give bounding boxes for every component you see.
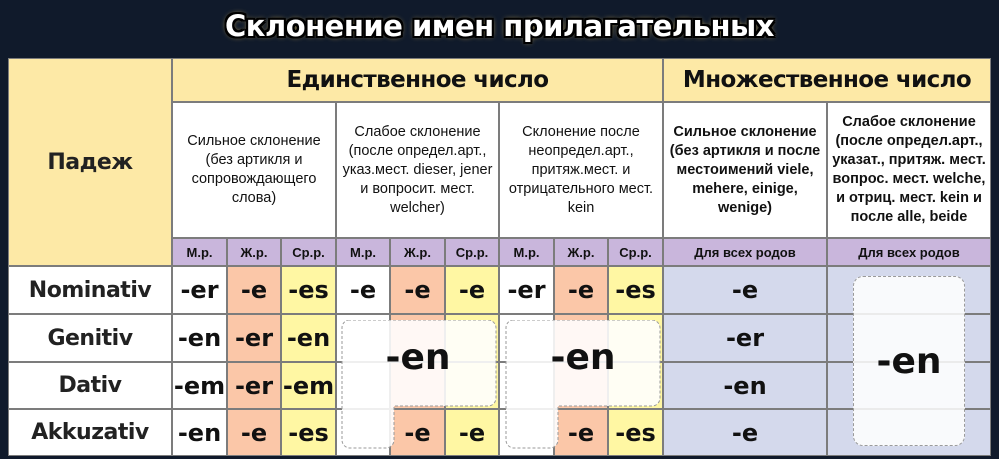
weak-merged-ending: -en <box>385 336 451 378</box>
gender-neut: Ср.р. <box>445 238 499 266</box>
page-title: Склонение имен прилагательных <box>225 9 774 43</box>
strong-dat-masc: -em <box>172 362 227 409</box>
plural-strong-nom: -e <box>663 266 827 314</box>
declension-table <box>8 58 991 456</box>
plural-weak-merged <box>853 276 965 446</box>
strong-nom-masc: -er <box>172 266 227 314</box>
plural-strong-header: Сильное склонение (без артикля и после местоимений viele, mehere, einige, wenige) <box>663 102 827 238</box>
weak-akk-fem: -e <box>390 409 445 456</box>
case-dativ: Dativ <box>8 362 172 409</box>
case-header: Падеж <box>8 58 172 266</box>
case-akkuzativ: Akkuzativ <box>8 409 172 456</box>
plural-strong-gen: -er <box>663 314 827 362</box>
plural-header: Множественное число <box>663 58 991 102</box>
mixed-akk-fem: -e <box>554 409 608 456</box>
strong-gen-fem: -er <box>227 314 281 362</box>
gender-fem: Ж.р. <box>554 238 608 266</box>
mixed-merged-ending: -en <box>550 336 616 378</box>
strong-gen-masc: -en <box>172 314 227 362</box>
strong-akk-neut: -es <box>281 409 336 456</box>
gender-masc: М.р. <box>336 238 390 266</box>
gender-all: Для всех родов <box>663 238 827 266</box>
strong-nom-neut: -es <box>281 266 336 314</box>
plural-strong-dat: -en <box>663 362 827 409</box>
strong-akk-masc: -en <box>172 409 227 456</box>
plural-strong-akk: -e <box>663 409 827 456</box>
strong-gen-neut: -en <box>281 314 336 362</box>
weak-nom-neut: -e <box>445 266 499 314</box>
mixed-akk-neut: -es <box>608 409 663 456</box>
weak-nom-masc: -e <box>336 266 390 314</box>
plural-weak-ending: -en <box>876 340 942 382</box>
mixed-nom-neut: -es <box>608 266 663 314</box>
gender-masc: М.р. <box>172 238 227 266</box>
gender-neut: Ср.р. <box>281 238 336 266</box>
strong-akk-fem: -e <box>227 409 281 456</box>
weak-akk-neut: -e <box>445 409 499 456</box>
mixed-nom-masc: -er <box>499 266 554 314</box>
gender-fem: Ж.р. <box>390 238 445 266</box>
gender-fem: Ж.р. <box>227 238 281 266</box>
plural-weak-header: Слабое склонение (после определ.арт., указат., притяж. мест. вопрос. мест. welche, и отриц. мест. kein и после alle, beide <box>827 102 991 238</box>
gender-masc: М.р. <box>499 238 554 266</box>
gender-all: Для всех родов <box>827 238 991 266</box>
strong-group-header: Сильное склонение (без артикля и сопровождающего слова) <box>172 102 336 238</box>
mixed-nom-fem: -e <box>554 266 608 314</box>
singular-header: Единственное число <box>172 58 663 102</box>
case-genitiv: Genitiv <box>8 314 172 362</box>
gender-neut: Ср.р. <box>608 238 663 266</box>
mixed-group-header: Склонение после неопредел.арт., притяж.мест. и отрицательного мест. kein <box>499 102 663 238</box>
strong-dat-neut: -em <box>281 362 336 409</box>
weak-nom-fem: -e <box>390 266 445 314</box>
weak-group-header: Слабое склонение (после определ.арт., указ.мест. dieser, jener и вопросит. мест. welcher) <box>336 102 499 238</box>
strong-dat-fem: -er <box>227 362 281 409</box>
strong-nom-fem: -e <box>227 266 281 314</box>
case-nominativ: Nominativ <box>8 266 172 314</box>
